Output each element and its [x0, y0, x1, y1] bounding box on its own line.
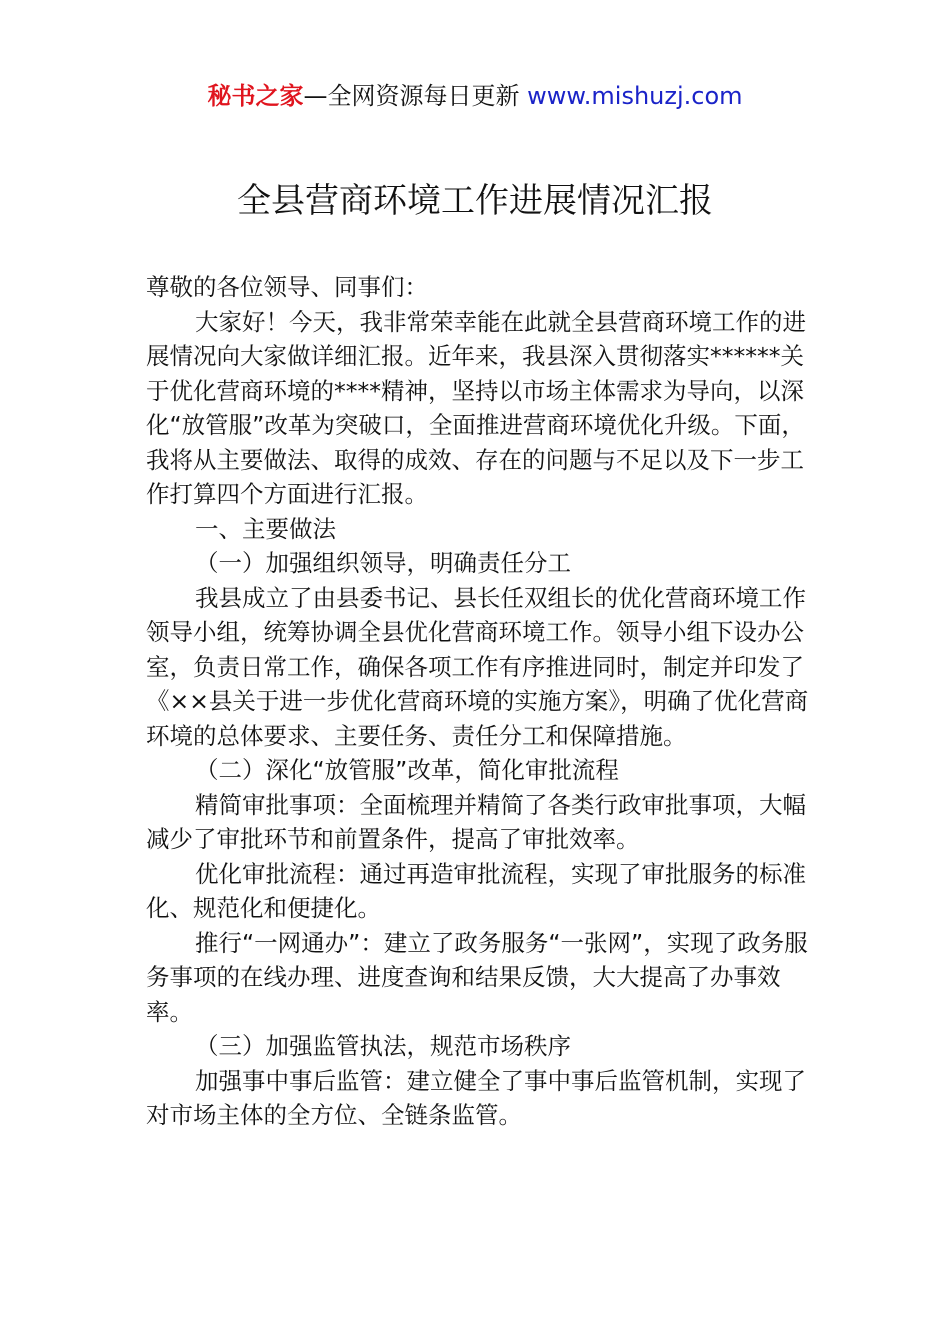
document-title: 全县营商环境工作进展情况汇报 [237, 181, 713, 221]
document-body [146, 270, 826, 1133]
body-paragraph: 我县成立了由县委书记、县长任双组长的优化营商环境工作领导小组，统筹协调全县优化营商环境工作。领导小组下设办公室，负责日常工作，确保各项工作有序推进同时，制定并印发了《××县关于进一步优化营商环境的实施方案》，明确了优化营商环境的总体要求、主要任务、责任分工和保障措施。 [146, 583, 809, 750]
body-paragraph: 精简审批事项：全面梳理并精简了各类行政审批事项，大幅减少了审批环节和前置条件，提高了审批效率。 [146, 790, 806, 853]
subsection-heading: （二）深化“放管服”改革，简化审批流程 [195, 756, 619, 784]
body-paragraph: 推行“一网通办”：建立了政务服务“一张网”，实现了政务服务事项的在线办理、进度查询和结果反馈，大大提高了办事效率。 [146, 928, 808, 1026]
site-tagline: —全网资源每日更新 [303, 82, 528, 110]
body-paragraph: 加强事中事后监管：建立健全了事中事后监管机制，实现了对市场主体的全方位、全链条监管。 [146, 1066, 806, 1129]
site-brand: 秘书之家 [207, 82, 304, 110]
intro-paragraph: 大家好！今天，我非常荣幸能在此就全县营商环境工作的进展情况向大家做详细汇报。近年来，我县深入贯彻落实******关于优化营商环境的****精神，坚持以市场主体需求为导向，以深化“放管服”改革为突破口，全面推进营商环境优化升级。下面，我将从主要做法、取得的成效、存在的问题与不足以及下一步工作打算四个方面进行汇报。 [146, 307, 806, 508]
body-paragraph: 优化审批流程：通过再造审批流程，实现了审批服务的标准化、规范化和便捷化。 [146, 859, 806, 922]
site-url-link[interactable]: www.mishuzj.com [527, 82, 743, 110]
site-banner [0, 80, 950, 112]
subsection-heading: （三）加强监管执法，规范市场秩序 [195, 1032, 571, 1060]
subsection-heading: （一）加强组织领导，明确责任分工 [195, 549, 571, 577]
section-heading: 一、主要做法 [195, 514, 336, 543]
salutation: 尊敬的各位领导、同事们： [146, 273, 428, 301]
